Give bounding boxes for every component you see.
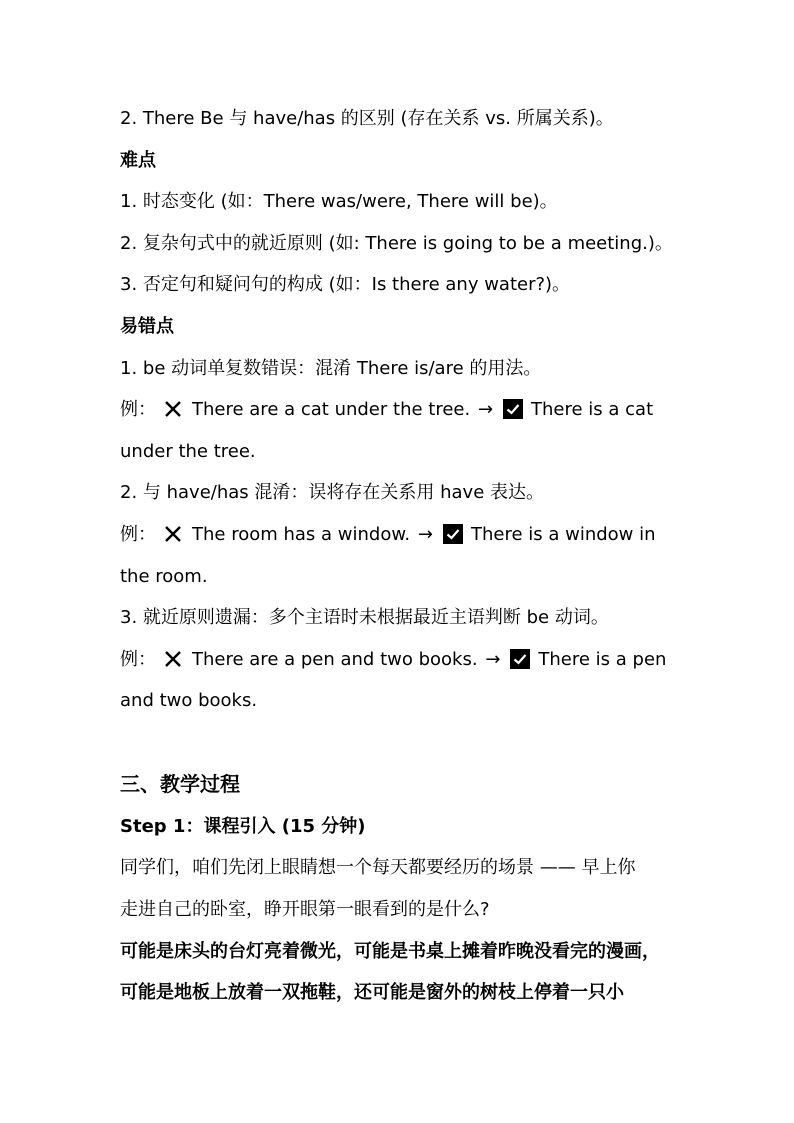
mistake-example (120, 398, 682, 422)
paragraph-line: 同学们，咱们先闭上眼睛想一个每天都要经历的场景 —— 早上你 (120, 857, 636, 878)
key-point-item: 2. There Be 与 have/has 的区别 (存在关系 vs. 所属关系)。 (120, 108, 614, 129)
right-sentence: There is a window in (470, 524, 656, 545)
section-heading: 三、教学过程 (120, 772, 240, 796)
wrong-sentence: There are a cat under the tree. (192, 399, 471, 420)
wrong-sentence: There are a pen and two books. (192, 649, 478, 670)
cross-icon (164, 525, 182, 543)
difficulty-item: 1. 时态变化 (如：There was/were, There will be)。 (120, 191, 558, 212)
arrow-icon: → (485, 649, 501, 670)
paragraph-line: 走进自己的卧室，睁开眼第一眼看到的是什么? (120, 899, 490, 920)
cross-icon (164, 400, 182, 418)
checkbox-checked-icon (503, 399, 523, 419)
mistake-title: 3. 就近原则遗漏：多个主语时未根据最近主语判断 be 动词。 (120, 607, 609, 628)
arrow-icon: → (477, 399, 494, 420)
mistake-title: 2. 与 have/has 混淆：误将存在关系用 have 表达。 (120, 482, 544, 503)
difficulty-item: 2. 复杂句式中的就近原则 (如: There is going to be a meeting.)。 (120, 233, 673, 254)
arrow-icon: → (417, 524, 433, 545)
mistake-example (120, 523, 682, 547)
difficulties-heading: 难点 (120, 150, 156, 171)
right-sentence: There is a pen (538, 649, 667, 670)
cross-icon (164, 650, 182, 668)
example-prefix: 例： (120, 649, 156, 670)
checkbox-checked-icon (443, 524, 463, 544)
mistakes-heading: 易错点 (120, 316, 174, 337)
difficulty-item: 3. 否定句和疑问句的构成 (如：Is there any water?)。 (120, 274, 571, 295)
right-sentence: There is a cat (531, 399, 654, 420)
bold-paragraph-line: 可能是地板上放着一双拖鞋，还可能是窗外的树枝上停着一只小 (120, 982, 624, 1003)
step-title: Step 1：课程引入 (15 分钟) (120, 816, 366, 837)
right-sentence-continued: the room. (120, 566, 208, 587)
mistake-example (120, 648, 682, 672)
mistake-title: 1. be 动词单复数错误：混淆 There is/are 的用法。 (120, 358, 542, 379)
checkbox-checked-icon (510, 649, 530, 669)
example-prefix: 例： (120, 524, 156, 545)
example-prefix: 例： (120, 399, 156, 420)
wrong-sentence: The room has a window. (192, 524, 411, 545)
right-sentence-continued: and two books. (120, 690, 258, 711)
bold-paragraph-line: 可能是床头的台灯亮着微光，可能是书桌上摊着昨晚没看完的漫画， (120, 941, 660, 962)
right-sentence-continued: under the tree. (120, 441, 256, 462)
